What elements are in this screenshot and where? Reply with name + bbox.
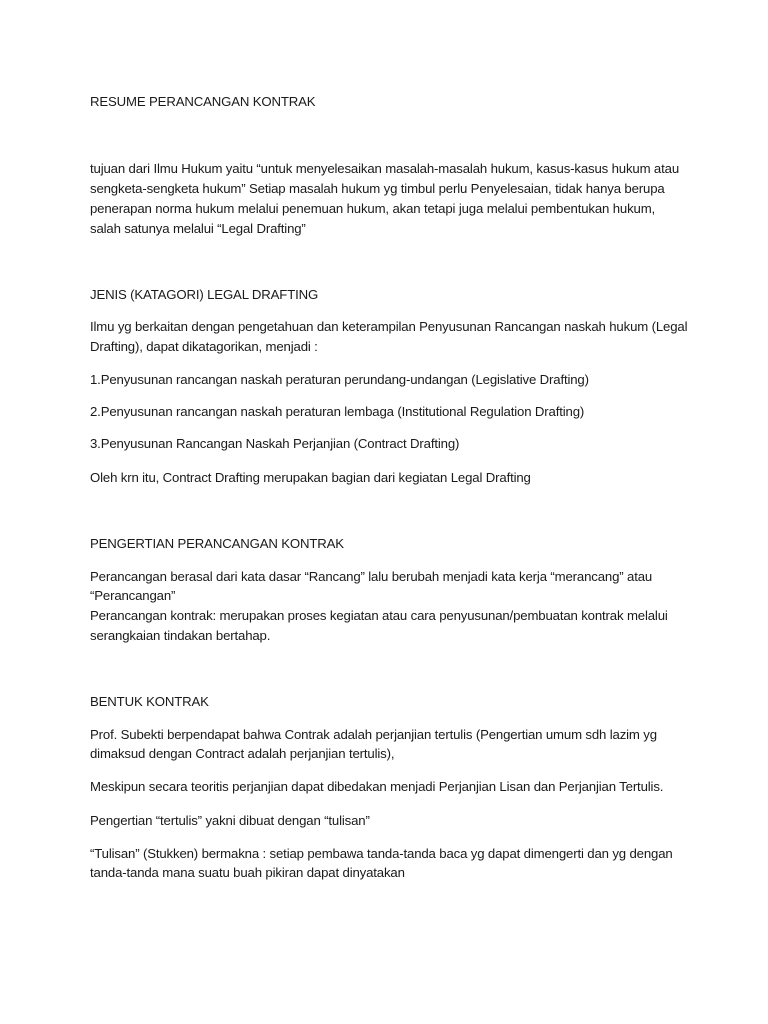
paragraph-line: serangkaian tindakan bertahap. bbox=[90, 628, 271, 643]
paragraph-line: “Perancangan” bbox=[90, 588, 176, 603]
paragraph-line: Pengertian “tertulis” yakni dibuat dengan “tulisan” bbox=[90, 813, 370, 828]
document-title: RESUME PERANCANGAN KONTRAK bbox=[90, 94, 316, 109]
intro-line: sengketa-sengketa hukum” Setiap masalah hukum yg timbul perlu Penyelesaian, tidak hanya berupa bbox=[90, 181, 665, 196]
intro-line: salah satunya melalui “Legal Drafting” bbox=[90, 221, 306, 236]
section-heading-pengertian: PENGERTIAN PERANCANGAN KONTRAK bbox=[90, 536, 344, 551]
paragraph-line: Drafting), dapat dikatagorikan, menjadi : bbox=[90, 339, 318, 354]
section-heading-jenis: JENIS (KATAGORI) LEGAL DRAFTING bbox=[90, 287, 319, 302]
paragraph-line: dimaksud dengan Contract adalah perjanjian tertulis), bbox=[90, 746, 395, 761]
paragraph-line: Ilmu yg berkaitan dengan pengetahuan dan keterampilan Penyusunan Rancangan naskah hukum (Legal bbox=[90, 319, 688, 334]
intro-line: penerapan norma hukum melalui penemuan hukum, akan tetapi juga melalui pembentukan hukum, bbox=[90, 201, 656, 216]
section-heading-bentuk: BENTUK KONTRAK bbox=[90, 694, 209, 709]
list-item: 1.Penyusunan rancangan naskah peraturan perundang-undangan (Legislative Drafting) bbox=[90, 372, 589, 387]
paragraph-line: tanda-tanda mana suatu buah pikiran dapat dinyatakan bbox=[90, 865, 405, 880]
paragraph-line: Oleh krn itu, Contract Drafting merupakan bagian dari kegiatan Legal Drafting bbox=[90, 470, 531, 485]
list-item: 3.Penyusunan Rancangan Naskah Perjanjian (Contract Drafting) bbox=[90, 436, 460, 451]
paragraph-line: Perancangan berasal dari kata dasar “Rancang” lalu berubah menjadi kata kerja “merancang” atau bbox=[90, 569, 653, 584]
paragraph-line: Perancangan kontrak: merupakan proses kegiatan atau cara penyusunan/pembuatan kontrak melalui bbox=[90, 608, 668, 623]
intro-line: tujuan dari Ilmu Hukum yaitu “untuk menyelesaikan masalah-masalah hukum, kasus-kasus hukum atau bbox=[90, 161, 680, 176]
list-item: 2.Penyusunan rancangan naskah peraturan lembaga (Institutional Regulation Drafting) bbox=[90, 404, 585, 419]
paragraph-line: Prof. Subekti berpendapat bahwa Contrak adalah perjanjian tertulis (Pengertian umum sdh lazim yg bbox=[90, 727, 657, 742]
paragraph-line: Meskipun secara teoritis perjanjian dapat dibedakan menjadi Perjanjian Lisan dan Perjanjian Tertulis. bbox=[90, 779, 664, 794]
paragraph-line: “Tulisan” (Stukken) bermakna : setiap pembawa tanda-tanda baca yg dapat dimengerti dan yg dengan bbox=[90, 846, 673, 861]
